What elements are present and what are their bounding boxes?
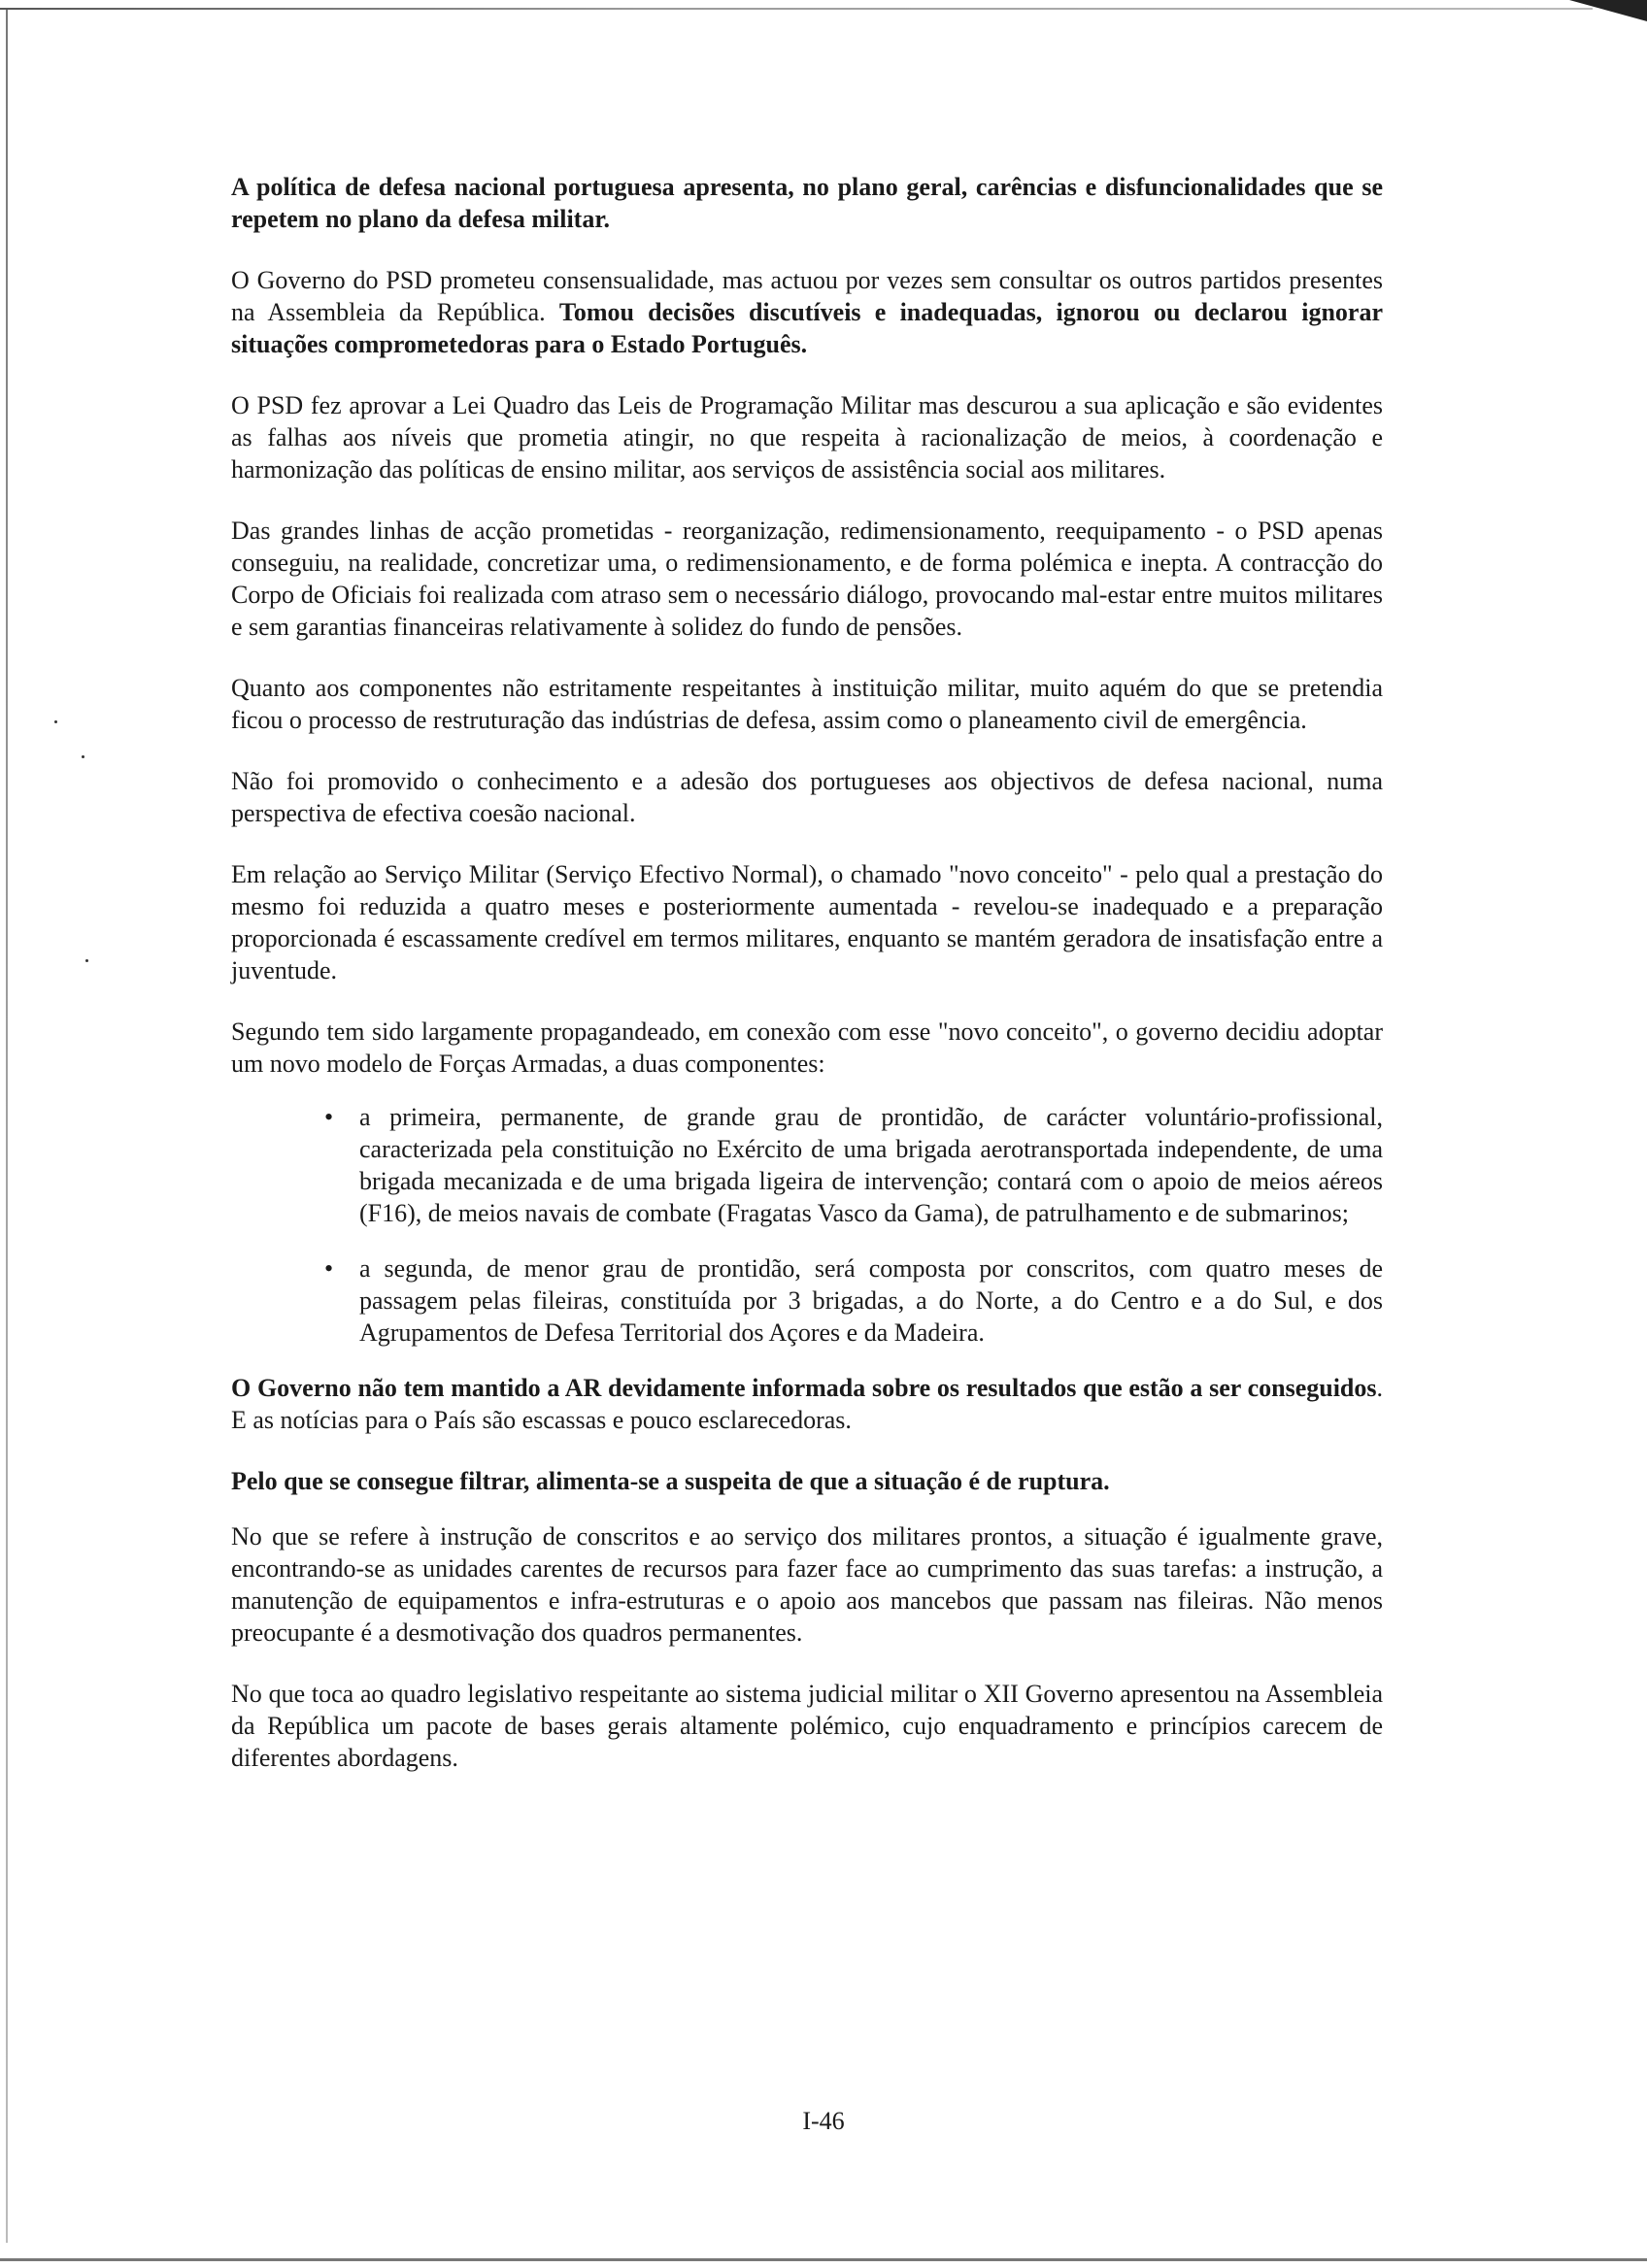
scan-speck — [82, 755, 84, 758]
scan-speck — [85, 959, 88, 962]
list-item-text: a segunda, de menor grau de prontidão, será composta por conscritos, com quatro meses de passagem pelas fileiras, constituída por 3 brigadas, a do Norte, a do Centro e a do Sul, e dos Agrupamentos de Defesa Territorial dos Açores e da Madeira. — [359, 1254, 1383, 1347]
bullet-icon: • — [324, 1103, 334, 1131]
paragraph-bold-text: O Governo não tem mantido a AR devidamente informada sobre os resultados que estão a ser conseguidos — [231, 1374, 1377, 1402]
paragraph-bold-text: Tomou decisões discutíveis e inadequadas, ignorou ou declarou ignorar situações comprometedoras para o Estado Português. — [231, 298, 1383, 358]
paragraph-text: . E as notícias para o País são escassas e pouco esclarecedoras. — [231, 1374, 1383, 1434]
paragraph-instrucao: No que se refere à instrução de conscritos e ao serviço dos militares prontos, a situação é igualmente grave, encontrando-se as unidades carentes de recursos para fazer face ao cumprimento das suas tarefas: a instrução, a manutenção de equipamentos e infra-estruturas e o apoio aos mancebos que passam nas fileiras. Não menos preocupante é a desmotivação dos quadros permanentes. — [231, 1522, 1383, 1647]
paragraph-novo-modelo: Segundo tem sido largamente propagandeado, em conexão com esse "novo conceito", o governo decidiu adoptar um novo modelo de Forças Armadas, a duas componentes: — [231, 1017, 1383, 1078]
paragraph-ar-informada — [231, 1372, 1383, 1436]
page-number: I-46 — [802, 2107, 845, 2135]
scan-border-top — [0, 8, 1593, 10]
bullet-icon: • — [324, 1254, 334, 1283]
paragraph-ruptura: Pelo que se consegue filtrar, alimenta-se a suspeita de que a situação é de ruptura. — [231, 1467, 1110, 1495]
list-item — [231, 1101, 1383, 1229]
scan-border-left — [6, 10, 8, 2243]
paragraph-conhecimento: Não foi promovido o conhecimento e a adesão dos portugueses aos objectivos de defesa nacional, numa perspectiva de efectiva coesão nacional. — [231, 767, 1383, 827]
paragraph-text: O Governo do PSD prometeu consensualidade, mas actuou por vezes sem consultar os outros partidos presentes na Assembleia da República. — [231, 266, 1383, 326]
scan-border-bottom — [0, 2258, 1647, 2261]
paragraph-intro: A política de defesa nacional portuguesa apresenta, no plano geral, carências e disfuncionalidades que se repetem no plano da defesa militar. — [231, 173, 1383, 233]
scan-speck — [54, 720, 57, 723]
list-item-text: a primeira, permanente, de grande grau de prontidão, de carácter voluntário-profissional, caracterizada pela constituição no Exército de uma brigada aerotransportada independente, de uma brigada mecanizada e de uma brigada ligeira de intervenção; contará com o apoio de meios aéreos (F16), de meios navais de combate (Fragatas Vasco da Gama), de patrulhamento e de submarinos; — [359, 1103, 1383, 1227]
list-item — [231, 1252, 1383, 1349]
paragraph-quadro-legislativo: No que toca ao quadro legislativo respeitante ao sistema judicial militar o XII Governo apresentou na Assembleia da República um pacote de bases gerais altamente polémico, cujo enquadramento e princípios carecem de diferentes abordagens. — [231, 1680, 1383, 1772]
paragraph-government-psd — [231, 264, 1383, 360]
paragraph-componentes: Quanto aos componentes não estritamente respeitantes à instituição militar, muito aquém do que se pretendia ficou o processo de restruturação das indústrias de defesa, assim como o planeamento civil de emergência. — [231, 674, 1383, 734]
paragraph-servico-militar: Em relação ao Serviço Militar (Serviço Efectivo Normal), o chamado "novo conceito" - pelo qual a prestação do mesmo foi reduzida a quatro meses e posteriormente aumentada - revelou-se inadequado e a preparação proporcionada é escassamente credível em termos militares, enquanto se mantém geradora de insatisfação entre a juventude. — [231, 860, 1383, 984]
paragraph-lei-quadro: O PSD fez aprovar a Lei Quadro das Leis de Programação Militar mas descurou a sua aplicação e são evidentes as falhas aos níveis que prometia atingir, no que respeita à racionalização de meios, à coordenação e harmonização das políticas de ensino militar, aos serviços de assistência social aos militares. — [231, 391, 1383, 484]
document-body — [231, 171, 1383, 1803]
paragraph-linhas-accao: Das grandes linhas de acção prometidas - reorganização, redimensionamento, reequipamento - o PSD apenas conseguiu, na realidade, concretizar uma, o redimensionamento, e de forma polémica e inepta. A contracção do Corpo de Oficiais foi realizada com atraso sem o necessário diálogo, provocando mal-estar entre muitos militares e sem garantias financeiras relativamente à solidez do fundo de pensões. — [231, 517, 1383, 641]
bullet-list — [231, 1101, 1383, 1349]
scan-corner-mark — [1569, 0, 1647, 21]
